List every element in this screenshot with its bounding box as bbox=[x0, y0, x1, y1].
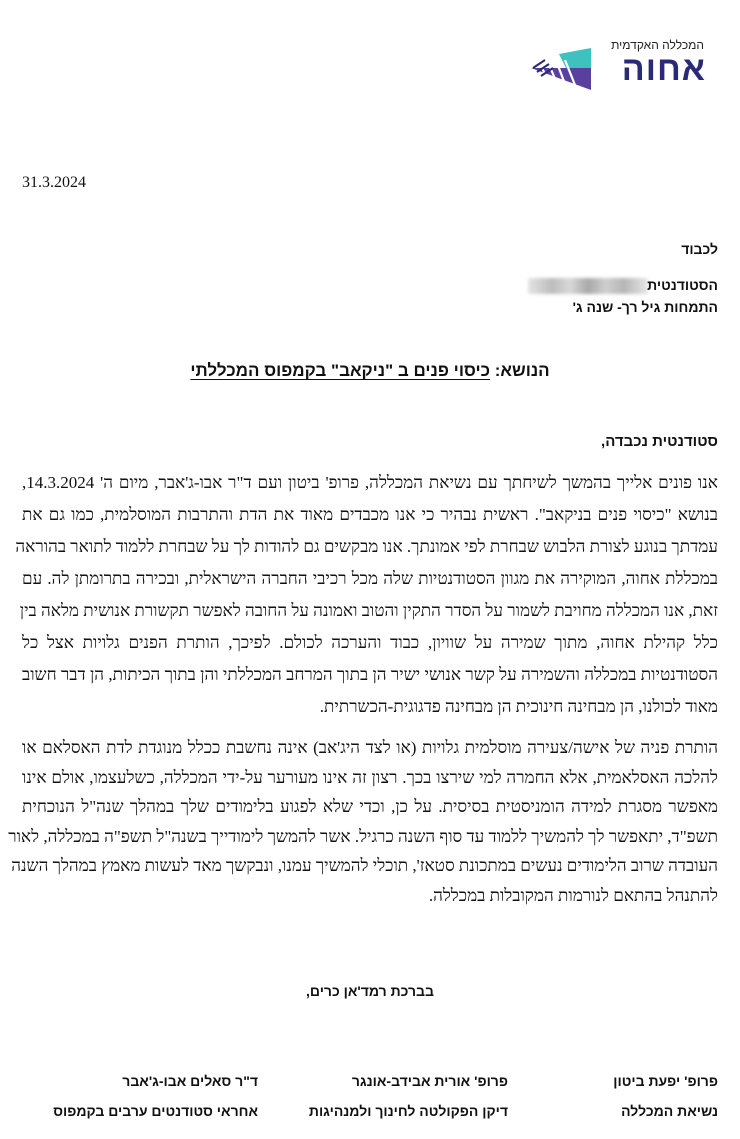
paragraph-line: תשפ"ד, יתאפשר לך להמשיך ללמוד עד סוף השנה כרגיל. אשר להמשך לימודייך בשנה"ל תשפ"ה במכללה, לאור bbox=[8, 826, 718, 846]
signatory-name: פרופ' אורית אבידב-אונגר bbox=[351, 1073, 508, 1089]
paragraph-line: הסטודנטיות במכללה והשמירה על קשר אנושי ישיר הן בתוך המרחב המכללתי והן בתוך הכיתות, הן דבר חשוב bbox=[22, 665, 718, 684]
paragraph-line: זאת, אנו המכללה מחויבת לשמור על הסדר התקין והטוב ואמונה על החובה לאפשר תקשורת אנושית מלאה בין bbox=[19, 601, 718, 620]
signatory-name: פרופ' יפעת ביטון bbox=[613, 1073, 718, 1089]
recipient-to-label: לכבוד bbox=[681, 241, 718, 257]
signatory-title: דיקן הפקולטה לחינוך ולמנהיגות bbox=[308, 1103, 508, 1119]
subject-line bbox=[0, 361, 740, 381]
paragraph-line: אנו פונים אלייך בהמשך לשיחתך עם נשיאת המכללה, פרופ' ביטון ועם ד"ר אבו-ג'אבר, מיום ה' 14.3.2024, bbox=[22, 473, 718, 492]
paragraph-line: להתנהל בהתאם לנורמות המקובלות במכללה. bbox=[428, 885, 718, 905]
recipient-program: התמחות גיל רך- שנה ג' bbox=[572, 299, 718, 315]
paragraph-line: עמדתך בנוגע לצורת הלבוש שבחרת לפי אמונתך. אנו מבקשים גם להודות לך על שבחרת ללמוד לתואר בהוראה bbox=[15, 537, 718, 556]
closing-greeting: בברכת רמד'אן כרים, bbox=[306, 983, 434, 999]
logo-name: אחוה bbox=[621, 50, 706, 88]
paragraph-line: מאפשר מסגרת למידה הומניסטית בסיסית. על כן, וכדי שלא לפגוע בלימודים שלך במהלך שנה"ל הנוכחית bbox=[22, 797, 718, 816]
paragraph-line: בנושא "כיסוי פנים בניקאב". ראשית נבהיר כי אנו מכבדים מאוד את הדת והתרבות המוסלמית, כמו גם את bbox=[22, 505, 718, 524]
logo-subtitle: המכללה האקדמית bbox=[611, 38, 704, 52]
subject-label: הנושא: bbox=[494, 361, 550, 380]
body-paragraph-1 bbox=[15, 467, 718, 723]
logo-emblem-icon bbox=[531, 46, 593, 90]
paragraph-line: מאוד לכולנו, הן מבחינה חינוכית הן מבחינה פדגוגית-הכשרתית. bbox=[319, 697, 718, 716]
signatory-1 bbox=[613, 1066, 718, 1126]
signatory-title: נשיאת המכללה bbox=[621, 1103, 718, 1119]
college-logo bbox=[531, 38, 706, 88]
signatory-3 bbox=[53, 1066, 258, 1126]
paragraph-line: במכללת אחוה, המוקירה את מגוון הסטודנטיות שלה מכל רכיבי החברה הישראלית, ובכירה בתרומתן לה. עם bbox=[22, 569, 718, 588]
recipient-student-label: הסטודנטית bbox=[647, 277, 718, 293]
subject-text: כיסוי פנים ב "ניקאב" בקמפוס המכללתי bbox=[190, 361, 491, 380]
paragraph-line: להלכה האסלאמית, אלא החמרה למי שירצו בכך. רצון זה אינו מעורער על-ידי המכללה, כשלעצמו, אולם אינו bbox=[22, 767, 718, 787]
paragraph-line: הותרת פניה של אישה/צעירה מוסלמית גלויות (או לצד היג'אב) אינה נחשבת ככלל מנוגדת לדת האסלאם או bbox=[22, 738, 718, 757]
signatory-2 bbox=[309, 1066, 508, 1126]
signatory-name: ד"ר סאלים אבו-ג'אבר bbox=[122, 1073, 258, 1089]
salutation: סטודנטית נכבדה, bbox=[601, 433, 718, 450]
body-paragraph-2 bbox=[8, 733, 718, 910]
paragraph-line: העובדה שרוב הלימודים נעשים במתכונת סטאז', תוכלי להמשיך עמנו, ונבקשך מאד לעשות מאמץ במהלך השנה bbox=[11, 856, 718, 875]
redacted-name bbox=[528, 278, 648, 294]
letter-date: 31.3.2024 bbox=[22, 174, 86, 191]
signatory-title: אחראי סטודנטים ערבים בקמפוס bbox=[53, 1103, 258, 1119]
paragraph-line: כלל קהילת אחוה, מתוך שמירה על שוויון, כבוד והערכה לכולם. לפיכך, הותרת הפנים גלויות אצל כל bbox=[22, 633, 718, 652]
